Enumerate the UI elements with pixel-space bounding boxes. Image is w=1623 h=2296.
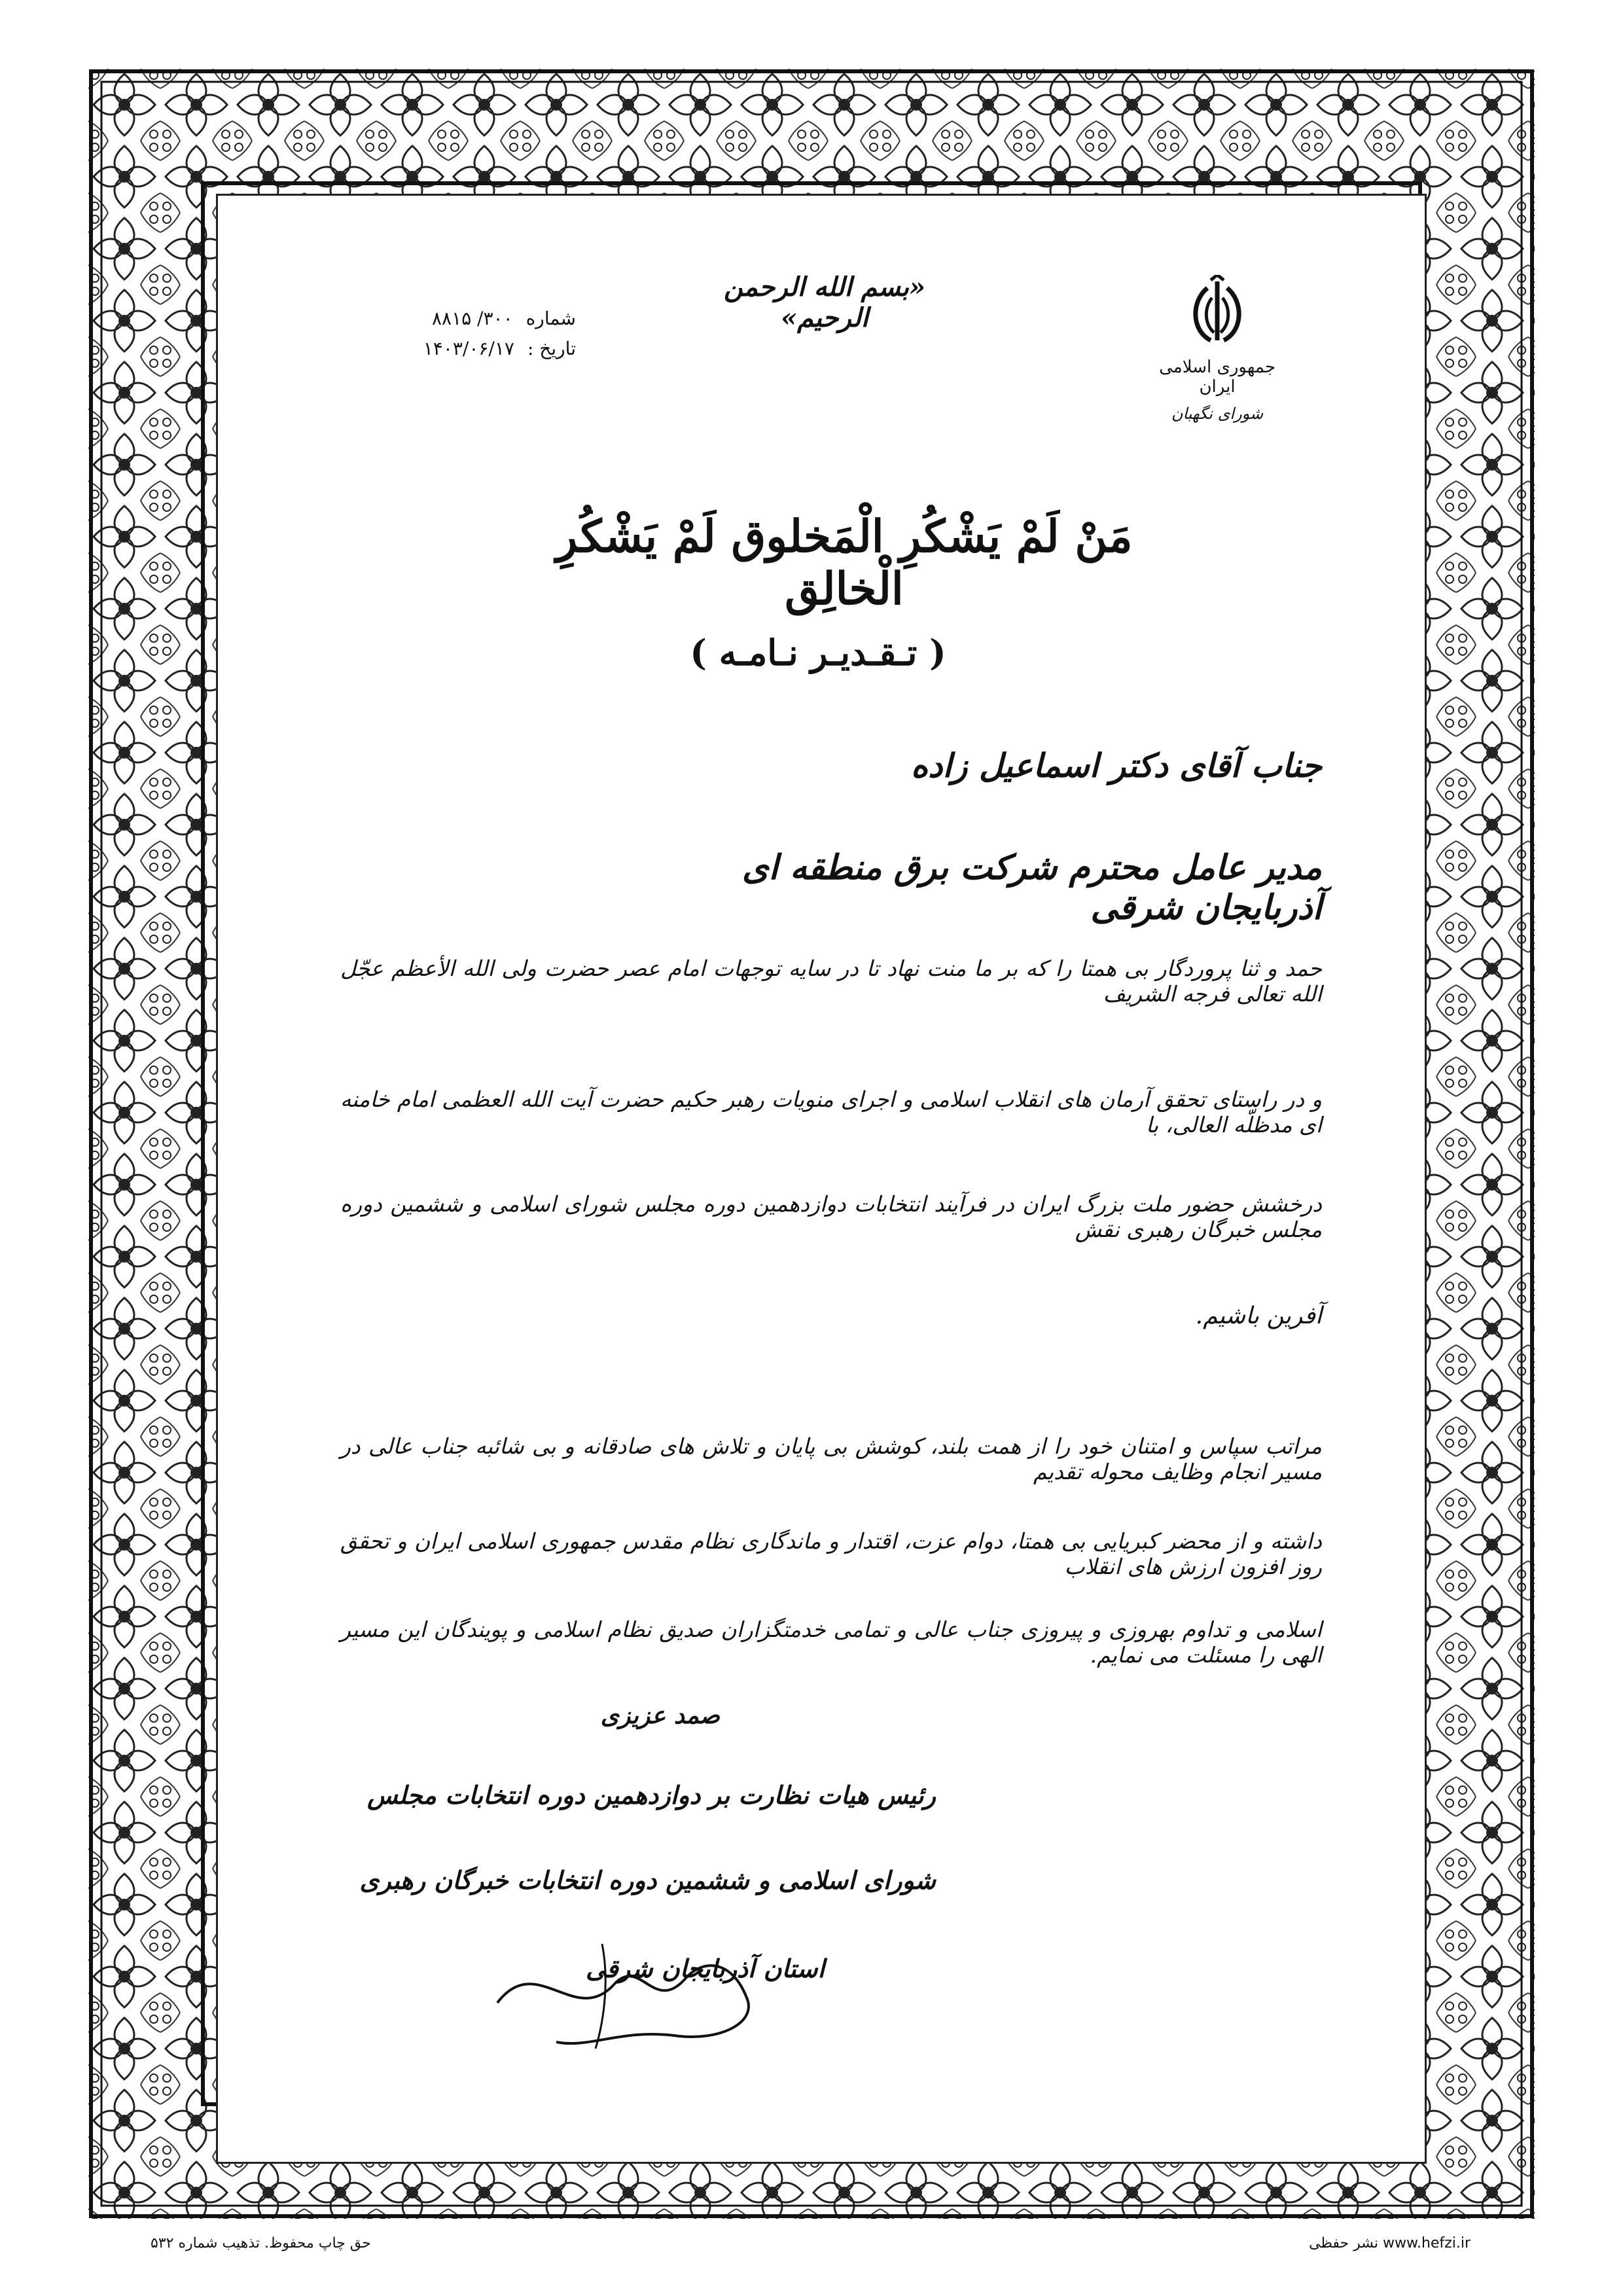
signer-title-line-3: استان آذربایجان شرقی — [585, 1954, 825, 1983]
date-row — [366, 338, 576, 368]
handwritten-signature — [458, 1924, 785, 2055]
bismillah: «بسم الله الرحمن الرحیم» — [724, 272, 925, 333]
number-label: شماره — [526, 308, 576, 329]
body-line-5: مراتب سپاس و امتنان خود را از همت بلند، کوشش بی پایان و تلاش های صادقانه و بی شائبه جناب عالی در مسیر انجام وظایف محوله تقدیم — [340, 1433, 1322, 1484]
date-value: ۱۴۰۳/۰۶/۱۷ — [423, 338, 514, 359]
signer-name: صمد عزیزی — [600, 1702, 720, 1729]
addressee: جناب آقای دکتر اسماعیل زاده — [910, 746, 1322, 785]
addressee-position: مدیر عامل محترم شرکت برق منطقه ای آذربایجان شرقی — [741, 848, 1322, 927]
number-value: ۳۰۰/ ۸۸۱۵ — [432, 308, 513, 329]
footer-publisher: www.hefzi.ir نشر حفظی — [1309, 2235, 1471, 2251]
certificate-title: ( تـقـديـر نـامـه ) — [690, 632, 946, 673]
emblem-block — [1152, 275, 1283, 423]
body-line-4: آفرین باشیم. — [1195, 1302, 1322, 1329]
footer-copyright: حق چاپ محفوظ. تذهیب شماره ۵۳۲ — [151, 2235, 371, 2251]
number-row — [366, 308, 576, 338]
signer-title-line-1: رئیس هیات نظارت بر دوازدهمین دوره انتخابات مجلس — [367, 1780, 936, 1810]
letter-meta — [366, 308, 576, 368]
emblem-line-1: جمهوری اسلامی ایران — [1159, 357, 1275, 397]
body-line-3: درخشش حضور ملت بزرگ ایران در فرآیند انتخابات دوازدهمین دوره مجلس شورای اسلامی و ششمین دوره مجلس خبرگان رهبری نقش — [340, 1191, 1322, 1242]
date-label: تاریخ : — [527, 338, 576, 359]
body-line-6: داشته و از محضر کبریایی بی همتا، دوام عزت، اقتدار و ماندگاری نظام مقدس جمهوری اسلامی ایران و تحقق روز افزون ارزش های انقلاب — [340, 1528, 1322, 1579]
iran-emblem-icon — [1181, 275, 1253, 353]
body-line-1: حمد و ثنا پروردگار بی همتا را که بر ما منت نهاد تا در سایه توجهات امام عصر حضرت ولی الله الأعظم عجّل الله تعالی فرجه الشریف — [340, 956, 1322, 1007]
body-line-7: اسلامی و تداوم بهروزی و پیروزی جناب عالی و تمامی خدمتگزاران صدیق نظام اسلامی و پویندگان این مسیر الهی را مسئلت می نمایم. — [340, 1617, 1322, 1668]
signer-title-line-2: شورای اسلامی و ششمین دوره انتخابات خبرگان رهبری — [359, 1865, 936, 1895]
proverb-heading: مَنْ لَمْ يَشْكُرِ الْمَخلوق لَمْ يَشْكُرِ الْخالِق — [556, 511, 1133, 615]
body-line-2: و در راستای تحقق آرمان های انقلاب اسلامی و اجرای منویات رهبر حکیم حضرت آیت الله العظمی امام خامنه ای مدظلّه العالی، با — [340, 1086, 1322, 1138]
emblem-line-2: شورای نگهبان — [1171, 404, 1264, 423]
